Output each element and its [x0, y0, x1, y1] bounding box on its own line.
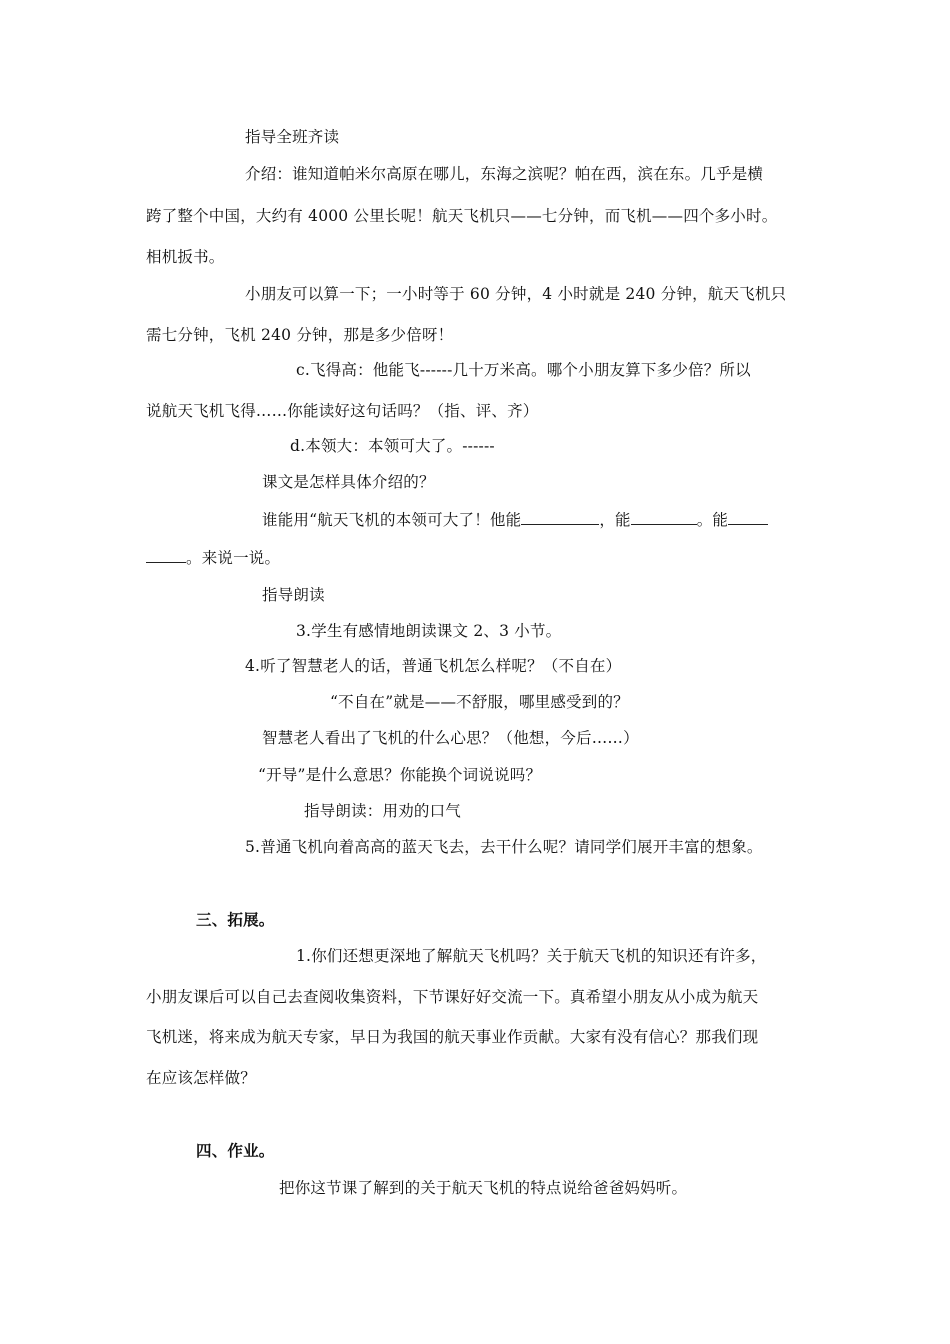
text-line: 指导朗读: [262, 586, 325, 604]
text-line: c.飞得高：他能飞------几十万米高。哪个小朋友算下多少倍？所以: [296, 361, 751, 379]
text-line: 小朋友课后可以自己去查阅收集资料，下节课好好交流一下。真希望小朋友从小成为航天: [146, 988, 759, 1006]
text-line: d.本领大：本领可大了。------: [290, 437, 495, 455]
text-line: 课文是怎样具体介绍的？: [262, 473, 435, 491]
text-line: 说航天飞机飞得……你能读好这句话吗？（指、评、齐）: [146, 402, 539, 420]
text-line: 3.学生有感情地朗读课文 2、3 小节。: [296, 622, 562, 640]
text-line: 小朋友可以算一下；一小时等于 60 分钟，4 小时就是 240 分钟，航天飞机只: [245, 285, 787, 303]
blank-line: [728, 510, 768, 525]
text-line: 把你这节课了解到的关于航天飞机的特点说给爸爸妈妈听。: [279, 1179, 688, 1197]
text-line: 相机扳书。: [146, 248, 225, 266]
text-line: 跨了整个中国，大约有 4000 公里长呢！航天飞机只——七分钟，而飞机——四个多小时。: [146, 207, 778, 225]
text-line: 5.普通飞机向着高高的蓝天飞去，去干什么呢？请同学们展开丰富的想象。: [245, 838, 763, 856]
section-heading-extension: 三、拓展。: [196, 911, 275, 929]
text-line: 4.听了智慧老人的话，普通飞机怎么样呢？（不自在）: [245, 657, 622, 675]
text-line: “不自在”就是——不舒服，哪里感受到的？: [330, 693, 629, 711]
sentence-part: ，能: [599, 511, 631, 529]
sentence-part: 谁能用“航天飞机的本领可大了！他能: [262, 511, 522, 529]
section-heading-homework: 四、作业。: [196, 1142, 275, 1160]
blank-line: [521, 510, 599, 525]
text-line: 指导朗读：用劝的口气: [304, 802, 462, 820]
blank-line: [631, 510, 697, 525]
text-line: 介绍：谁知道帕米尔高原在哪儿，东海之滨呢？帕在西，滨在东。几乎是横: [245, 165, 764, 183]
text-line: 在应该怎样做？: [146, 1069, 256, 1087]
sentence-part: 。来说一说。: [186, 549, 281, 567]
fill-in-sentence-cont: [146, 548, 280, 568]
text-line: 需七分钟，飞机 240 分钟，那是多少倍呀！: [146, 326, 454, 344]
text-line: 1.你们还想更深地了解航天飞机吗？关于航天飞机的知识还有许多，: [296, 947, 767, 965]
text-line: 指导全班齐读: [245, 128, 340, 146]
blank-line: [146, 548, 186, 563]
text-line: “开导”是什么意思？你能换个词说说吗？: [258, 766, 542, 784]
text-line: 智慧老人看出了飞机的什么心思？（他想，今后……）: [262, 729, 639, 747]
text-line: 飞机迷，将来成为航天专家，早日为我国的航天事业作贡献。大家有没有信心？那我们现: [146, 1028, 759, 1046]
fill-in-sentence: [262, 510, 768, 530]
sentence-part: 。能: [696, 511, 729, 529]
